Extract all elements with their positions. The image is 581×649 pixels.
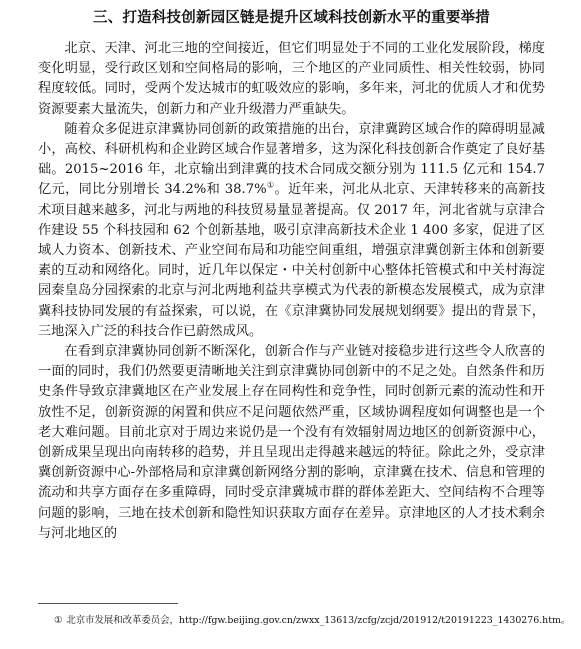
paragraph-2-part-1: 随着众多促进京津冀协同创新的政策措施的出台，京津冀跨区域合作的障碍明显减小，高校、科研机构和企业跨区域合作显著增多，这为深化科技创新合作奠定了良好基础。2015~2016 年，北京输出到津冀的技术合同成交额分别为 111.5 亿元和 154.7 亿元，同比分别增长 34.2%和 38.7%: [38, 121, 545, 198]
paragraph-1: 北京、天津、河北三地的空间接近，但它们明显处于不同的工业化发展阶段，梯度变化明显，受行政区划和空间格局的影响，三个地区的产业同质性、相关性较弱，协同程度较低。同时，受两个发达城市的虹吸效应的影响，多年来，河北的优质人才和优势资源要素大量流失，创新力和产业升级潜力严重缺失。: [38, 41, 545, 117]
footnote-divider: [38, 603, 178, 604]
paragraph-3: 在看到京津冀协同创新不断深化，创新合作与产业链对接稳步进行这些令人欣喜的一面的同时，我们仍然要更清晰地关注到京津冀协同创新中的不足之处。自然条件和历史条件导致京津冀地区在产业发展上存在同构性和竞争性，同时创新元素的流动性和开放性不足，创新资源的闲置和供应不足问题依然严重，区域协调程度如何调整也是一个老大难问题。目前北京对于周边来说仍是一个没有有效辐射周边地区的创新资源中心，创新成果呈现出向南转移的趋势，并且呈现出走得越来越远的特征。除此之外，受京津冀创新资源中心-外部格局和京津冀创新网络分割的影响，京津冀在技术、信息和管理的流动和共享方面存在多重障碍，同时受京津冀城市群的群体差距大、空间结构不合理等问题的影响，三地在技术创新和隐性知识获取方面存在差异。京津地区的人才技术剩余与河北地区的: [38, 344, 545, 541]
footnote-text: 北京市发展和改革委员会，http://fgw.beijing.gov.cn/zwxx_13613/zcfg/zcjd/201912/t20191223_1430276.htm。: [66, 615, 571, 626]
paragraph-2: [38, 120, 545, 342]
footnote-reference[interactable]: ①: [266, 181, 275, 191]
section-heading: 三、打造科技创新园区链是提升区域科技创新水平的重要举措: [93, 10, 490, 26]
paragraph-2-part-2: 。近年来，河北从北京、天津转移来的高新技术项目越来越多，河北与两地的科技贸易量显著提高。仅 2017 年，河北省就与京津合作建设 55 个科技园和 62 个创新基地，吸引京津高新技术企业 1 400 多家，促进了区域人力资本、创新技术、产业空间布局和功能空间重组，增强京津冀创新主体和创新要素的互动和网络化。同时，近几年以保定・中关村创新中心整体托管模式和中关村海淀园秦皇岛分园探索的北京与河北两地利益共享模式为代表的新模态发展模式，成为京津冀科技协同发展的有益探索，可以说，在《京津冀协同发展规划纲要》提出的背景下，三地深入广泛的科技合作已蔚然成风。: [38, 182, 546, 339]
footnote-mark: ①: [54, 615, 63, 626]
footnote: [54, 614, 571, 627]
